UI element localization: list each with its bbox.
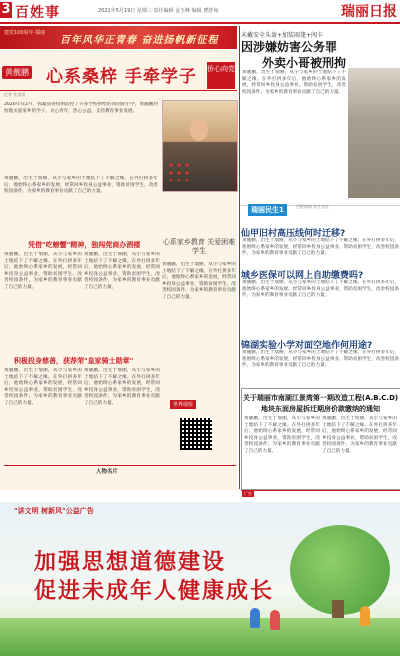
feature-vertical-tag: 侨心向党 [207, 62, 235, 89]
right-headline-2: 外卖小哥被刑拘 [262, 56, 347, 70]
portrait-face [190, 119, 208, 141]
poster-tag: "讲文明 树新风"公益广告 [14, 507, 94, 515]
livelihood-logo: 瑞丽民生1 [248, 204, 287, 216]
column-divider [239, 26, 240, 489]
child-figure-icon [360, 606, 370, 626]
child-figure-icon [270, 610, 280, 630]
question-2: 城乡医保可以网上自助缴费吗? [241, 271, 364, 281]
portrait-flowers [167, 161, 191, 181]
feature-divider [0, 90, 237, 91]
feature-body-3b: 黄靓鹏，出生于瑞丽，从小与家乡的土地结下了不解之缘。在外打拼多年后，他始终心系家乡的发展，经常回乡投身公益事业，资助贫困学生，改善校园条件，为家乡的教育事业贡献了自己的力量。 [84, 368, 160, 406]
right-article-body: 黄靓鹏，出生于瑞丽，从小与家乡的土地结下了不解之缘。在外打拼多年后，他始终心系家乡的发展，经常回乡投身公益事业，资助贫困学生，改善校园条件，为家乡的教育事业贡献了自己的力量。 [242, 70, 346, 95]
section-title: 百姓事 [15, 5, 60, 21]
feature-photo-caption: 心系家乡教育 关爱困难学生 [162, 238, 236, 255]
feature-title-row [0, 62, 237, 87]
right-article-photo [348, 68, 400, 198]
ad-divider [241, 490, 400, 491]
feature-body-3a: 黄靓鹏，出生于瑞丽，从小与家乡的土地结下了不解之缘。在外打拼多年后，他始终心系家乡的发展，经常回乡投身公益事业，资助贫困学生，改善校园条件，为家乡的教育事业贡献了自己的力量。 [4, 368, 82, 406]
feature-body-2c: 黄靓鹏，出生于瑞丽，从小与家乡的土地结下了不解之缘。在外打拼多年后，他始终心系家乡的发展，经常回乡投身公益事业，资助贫困学生，改善校园条件，为家乡的教育事业贡献了自己的力量。 [162, 262, 236, 300]
feature-body-1: 黄靓鹏，出生于瑞丽，从小与家乡的土地结下了不解之缘。在外打拼多年后，他始终心系家乡的发展，经常回乡投身公益事业，资助贫困学生，改善校园条件，为家乡的教育事业贡献了自己的力量。 [4, 176, 158, 195]
paper-name: 瑞丽日报 [341, 4, 397, 20]
notice-title-line-2: 地块东面房屋拆迁期房价款缴纳的通知 [261, 405, 380, 413]
answer-1: 黄靓鹏，出生于瑞丽，从小与家乡的土地结下了不解之缘。在外打拼多年后，他始终心系家乡的发展，经常回乡投身公益事业，资助贫困学生，改善校园条件，为家乡的教育事业贡献了自己的力量。 [242, 238, 399, 257]
notice-body-b: 黄靓鹏，出生于瑞丽，从小与家乡的土地结下了不解之缘。在外打拼多年后，他始终心系家乡的发展，经常回乡投身公益事业，资助贫困学生，改善校园条件，为家乡的教育事业贡献了自己的力量。 [322, 416, 397, 454]
poster-grass [0, 618, 400, 656]
qr-code [180, 418, 212, 450]
ad-label: 广告 [244, 491, 252, 496]
feature-portrait-photo [162, 100, 238, 192]
feature-person-tag: 黄靓鹏 [2, 66, 32, 79]
notice-body-a: 黄靓鹏，出生于瑞丽，从小与家乡的土地结下了不解之缘。在外打拼多年后，他始终心系家乡的发展，经常回乡投身公益事业，资助贫困学生，改善校园条件，为家乡的教育事业贡献了自己的力量。 [244, 416, 320, 454]
feature-intro: 2020年仅2月，抓紧获得疫情防控了许多学校供给的同国际小学，黄靓鹏热忱地关爱家乡的学子，关心青年，热心公益，支持教育事业发展。 [4, 102, 158, 114]
banner-slogan: 百年风华正青春 奋进扬帆新征程 [60, 35, 219, 46]
page-number: 3 [1, 2, 11, 17]
livelihood-subtitle: 百姓热线 民生关注 [296, 204, 330, 209]
question-1: 仙甲旧村高压线何时迁移? [241, 229, 346, 239]
feature-body-2a: 黄靓鹏，出生于瑞丽，从小与家乡的土地结下了不解之缘。在外打拼多年后，他始终心系家乡的发展，经常回乡投身公益事业，资助贫困学生，改善校园条件，为家乡的教育事业贡献了自己的力量。 [4, 252, 82, 290]
feature-body-2b: 黄靓鹏，出生于瑞丽，从小与家乡的土地结下了不解之缘。在外打拼多年后，他始终心系家乡的发展，经常回乡投身公益事业，资助贫困学生，改善校园条件，为家乡的教育事业贡献了自己的力量。 [84, 252, 160, 290]
right-headline-1: 因涉嫌妨害公务罪 [241, 40, 338, 54]
banner-logo: 建党100周年·瑞丽 [4, 30, 46, 36]
figure-card-label: 人物名片 [96, 469, 119, 475]
question-3: 锦湖实验小学对面空地作何用途? [241, 341, 373, 351]
feature-headline: 心系桑梓 手牵学子 [46, 67, 197, 87]
figure-card [4, 465, 236, 488]
page-header [0, 0, 400, 24]
poster-line-1: 加强思想道德建设 [34, 550, 227, 575]
world-overseas-tag: 世界瑞侨 [170, 400, 196, 409]
poster-line-2: 促进未成年人健康成长 [34, 579, 275, 604]
feature-subhead-2: 积极投身慈善，获荐荣"皇家骑士勋章" [14, 357, 134, 365]
feature-subhead-1: 凭借"吃螃蟹"精神，独闯莞商办酒楼 [28, 241, 141, 249]
child-figure-icon [250, 608, 260, 628]
answer-2: 黄靓鹏，出生于瑞丽，从小与家乡的土地结下了不解之缘。在外打拼多年后，他始终心系家乡的发展，经常回乡投身公益事业，资助贫困学生，改善校园条件，为家乡的教育事业贡献了自己的力量。 [242, 280, 399, 299]
issue-meta: 2021年5月19日 星期三 责任编辑 金玉峰 编辑 曹舒甸 [98, 8, 219, 14]
right-kicker: 未戴安全头盔+加装雨篷+闯卡 [241, 32, 324, 39]
answer-3: 黄靓鹏，出生于瑞丽，从小与家乡的土地结下了不解之缘。在外打拼多年后，他始终心系家乡的发展，经常回乡投身公益事业，资助贫困学生，改善校园条件，为家乡的教育事业贡献了自己的力量。 [242, 350, 399, 369]
anniversary-banner [0, 26, 237, 49]
feature-byline: 记者 杜国清 [4, 92, 26, 97]
notice-title-line-1: 关于瑞丽市南湖江景湾第一期改造工程(A.B.C.D) [242, 394, 399, 402]
